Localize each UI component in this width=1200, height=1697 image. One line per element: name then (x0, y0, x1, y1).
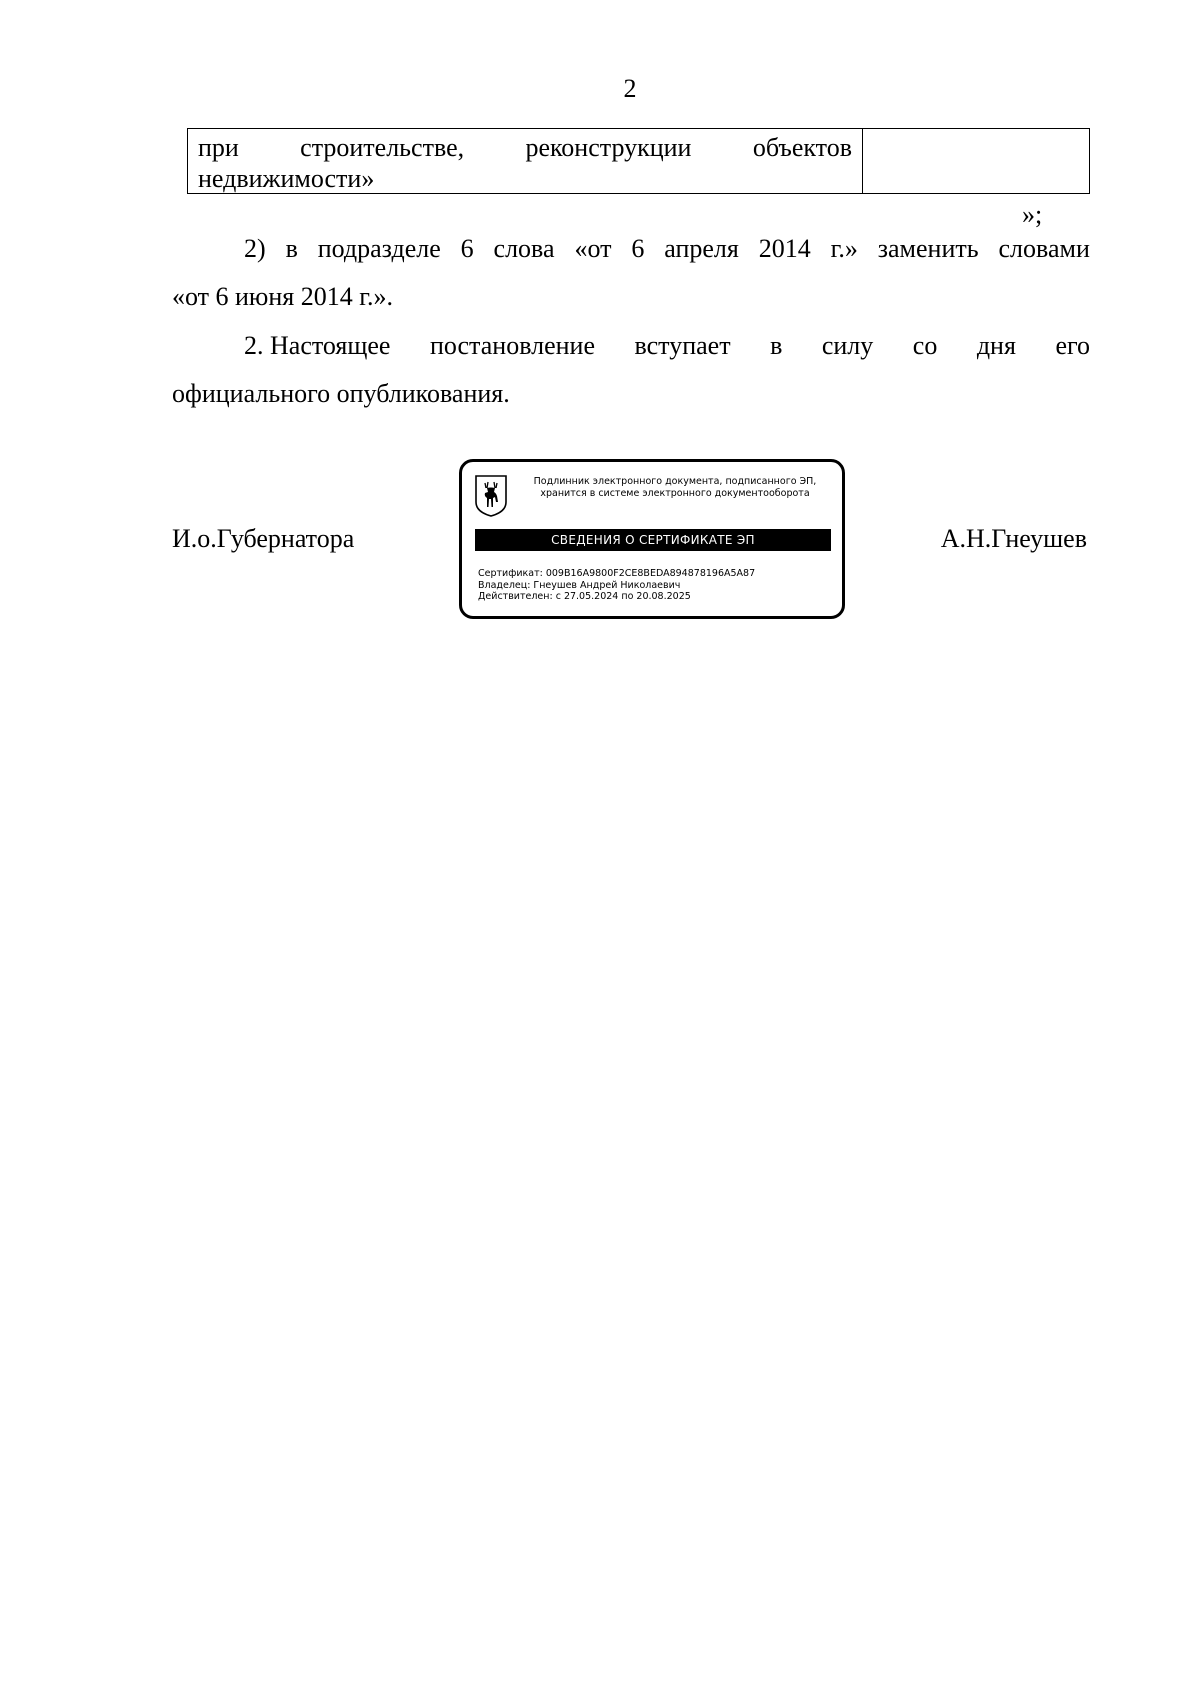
stamp-title-bar: СВЕДЕНИЯ О СЕРТИФИКАТЕ ЭП (475, 529, 831, 551)
word: 6 (631, 234, 645, 263)
paragraph-line (172, 225, 1090, 273)
certificate-validity: Действителен: с 27.05.2024 по 20.08.2025 (478, 591, 691, 602)
stamp-header (510, 476, 840, 500)
paragraph-line (172, 322, 1090, 370)
word: 2. Настоящее (244, 331, 391, 360)
word: апреля (664, 234, 739, 263)
word: словами (998, 234, 1090, 263)
paragraph-entry-into-force (172, 322, 1090, 418)
table-word: при (198, 133, 239, 162)
word: дня (976, 331, 1016, 360)
table-cell-line-1 (198, 132, 852, 163)
word: силу (821, 331, 874, 360)
word: г.» (830, 234, 858, 263)
table-word: строительстве, (300, 133, 465, 162)
word: со (912, 331, 938, 360)
word: слова (493, 234, 555, 263)
stamp-header-line-1: Подлинник электронного документа, подписанного ЭП, (533, 476, 817, 487)
word: 2014 (758, 234, 811, 263)
word: вступает (634, 331, 731, 360)
electronic-signature-stamp (459, 459, 845, 619)
word: в (770, 331, 783, 360)
table-cell-line-2: недвижимости» (198, 164, 375, 193)
closing-quote: »; (1022, 200, 1043, 229)
stamp-header-line-2: хранится в системе электронного документооборота (540, 488, 810, 499)
word: 6 (460, 234, 474, 263)
word: «от (574, 234, 612, 263)
paragraph-amendment-2 (172, 225, 1090, 321)
word: 2) (244, 234, 266, 263)
signatory-position: И.о.Губернатора (172, 524, 355, 553)
continued-table-row (187, 128, 1090, 194)
coat-of-arms-deer-icon (474, 474, 508, 518)
word: в (285, 234, 298, 263)
table-word: реконструкции (525, 133, 692, 162)
word: заменить (877, 234, 979, 263)
certificate-details (478, 568, 755, 603)
table-word: объектов (752, 133, 852, 162)
word: постановление (429, 331, 596, 360)
word: его (1055, 331, 1090, 360)
word: подразделе (317, 234, 441, 263)
table-cell-empty (863, 129, 1089, 193)
paragraph-line: «от 6 июня 2014 г.». (172, 282, 393, 311)
certificate-number: Сертификат: 009B16A9800F2CE8BEDA894878196A5A87 (478, 568, 756, 579)
table-cell-text (188, 129, 863, 193)
page-number: 2 (623, 74, 637, 103)
certificate-owner: Владелец: Гнеушев Андрей Николаевич (478, 579, 681, 591)
paragraph-line: официального опубликования. (172, 379, 510, 408)
signatory-name: А.Н.Гнеушев (940, 524, 1087, 553)
